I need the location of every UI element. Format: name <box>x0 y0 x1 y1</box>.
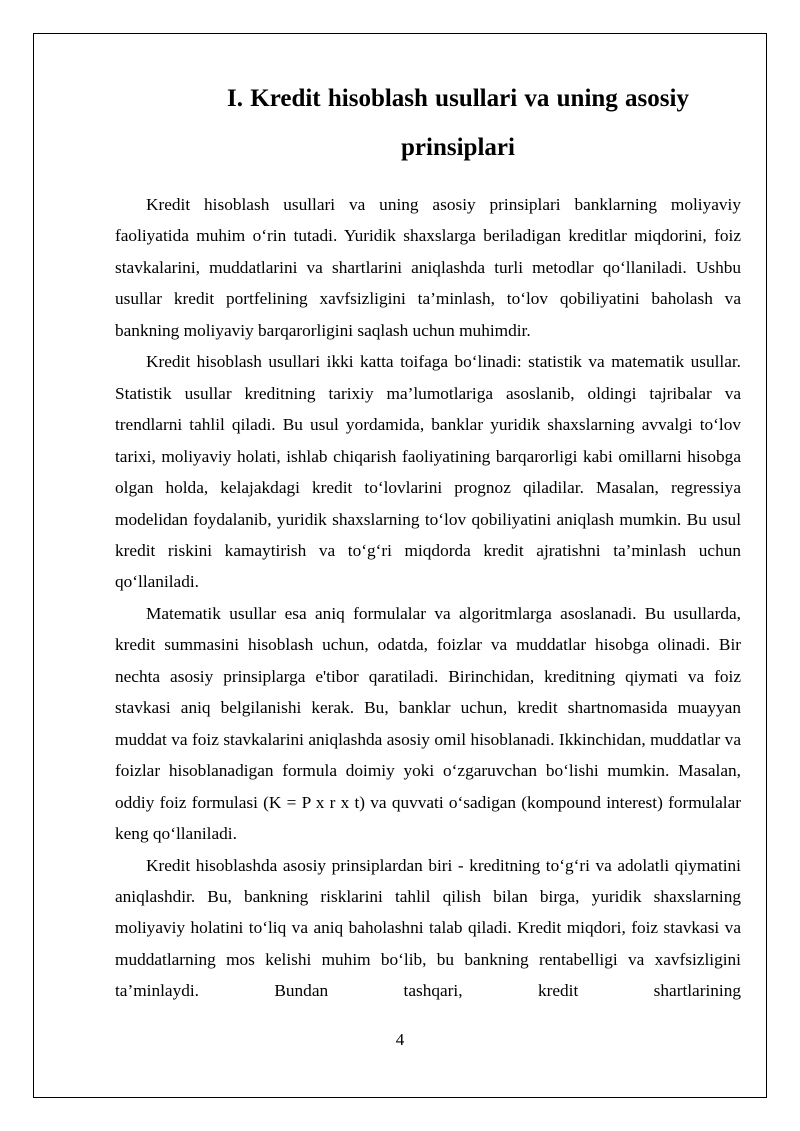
paragraph: Kredit hisoblash usullari ikki katta toifaga bo‘linadi: statistik va matematik usullar. Statistik usullar kreditning tarixiy ma’lumotlariga asoslanib, oldingi tajribalar va trendlarni tahlil qiladi. Bu usul yordamida, banklar yuridik shaxslarning avvalgi to‘lov tarixi, moliyaviy holati, ishlab chiqarish faoliyatining barqarorligi kabi omillarni hisobga olgan holda, kelajakdagi kredit to‘lovlarini prognoz qiladilar. Masalan, regressiya modelidan foydalanib, yuridik shaxslarning to‘lov qobiliyatini aniqlash mumkin. Bu usul kredit riskini kamaytirish va to‘g‘ri miqdorda kredit ajratishni ta’minlash uchun qo‘llaniladi. <box>115 352 741 592</box>
paragraph: Kredit hisoblash usullari va uning asosiy prinsiplari banklarning moliyaviy faoliyatida muhim o‘rin tutadi. Yuridik shaxslarga beriladigan kreditlar miqdorini, foiz stavkalarini, muddatlarini va shartlarini aniqlashda turli metodlar qo‘llaniladi. Ushbu usullar kredit portfelining xavfsizligini ta’minlash, to‘lov qobiliyatini baholash va bankning moliyaviy barqarorligini saqlash uchun muhimdir. <box>115 195 741 340</box>
paragraph: Matematik usullar esa aniq formulalar va algoritmlarga asoslanadi. Bu usullarda, kredit summasini hisoblash uchun, odatda, foizlar va muddatlar hisobga olinadi. Bir nechta asosiy prinsiplarga e'tibor qaratiladi. Birinchidan, kreditning qiymati va foiz stavkasi aniq belgilanishi kerak. Bu, banklar uchun, kredit shartnomasida muayyan muddat va foiz stavkalarini aniqlashda asosiy omil hisoblanadi. Ikkinchidan, muddatlar va foizlar hisoblanadigan formula doimiy yoki o‘zgaruvchan bo‘lishi mumkin. Masalan, oddiy foiz formulasi (K = P x r x t) va quvvati o‘sadigan (kompound interest) formulalar keng qo‘llaniladi. <box>115 603 741 844</box>
body-text <box>115 189 741 1007</box>
section-title: I. Kredit hisoblash usullari va uning asosiy prinsiplari <box>227 85 689 161</box>
paragraph: Kredit hisoblashda asosiy prinsiplardan biri - kreditning to‘g‘ri va adolatli qiymatini aniqlashdir. Bu, bankning risklarini tahlil qilish bilan birga, yuridik shaxslarning moliyaviy holatini to‘liq va aniq baholashni talab qiladi. Kredit miqdori, foiz stavkasi va muddatlarning mos kelishi muhim bo‘lib, bu bankning rentabelligi va xavfsizligini ta’minlaydi. Bundan tashqari, kredit shartlarining <box>115 855 741 1001</box>
page-number: 4 <box>395 1030 405 1049</box>
